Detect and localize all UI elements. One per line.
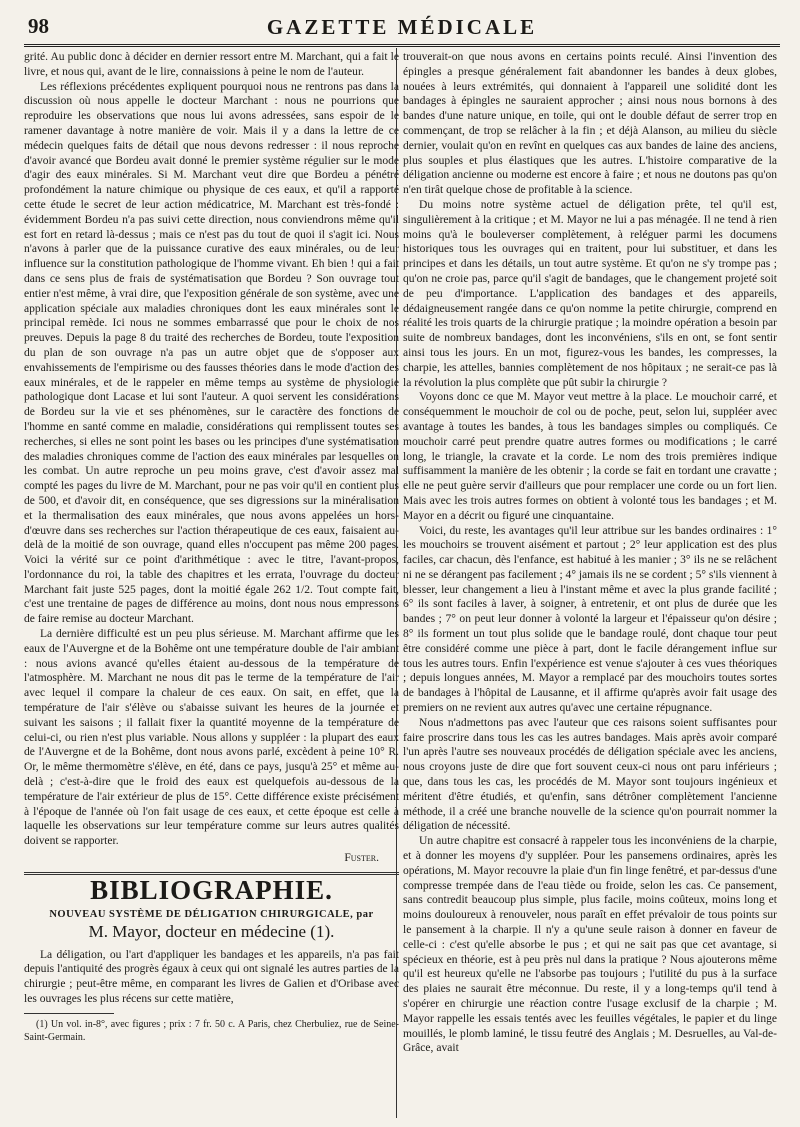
- book-title-line2: M. Mayor, docteur en médecine (1).: [88, 921, 335, 941]
- paragraph: Un autre chapitre est consacré à rappeler tous les inconvéniens de la charpie, et à donner les moyens d'y suppléer. Pour les pansemens ordinaires, après les opérations, M. Mayor recouvre la plaie d'un fin linge fenêtré, et par-dessus d'une compresse trempée dans de l'eau tiède ou froide, selon les cas. Ce pansement, sans contredit beaucoup plus simple, plus facile, moins coûteux, moins long et moins douloureux à renouveler, nous paraît en effet prévaloir de tous points sur le pansement à la charpie. Il n'y a qu'une seule raison à donner en faveur de celle-ci : c'est qu'elle absorbe le pus ; et qui ne sait pas que cet avantage, si spécieux en théorie, est à peu près nul dans la pratique ? Nous ajouterons même qu'il est heureux qu'elle ne l'absorbe pas toujours ; l'utilité du pus à la surface des plaies ne saurait être méconnue. Du reste, il y a long-temps qu'il tend à s'opérer en chirurgie une réaction contre l'usage exclusif de la charpie ; M. Mayor rappelle les essais tentés avec les feuilles végétales, le papier et du linge mouillés, le plomb laminé, le tissu feutré des Anglais ; M. Desruelles, au Val-de-Grâce, avait: [403, 835, 777, 1055]
- section-title: BIBLIOGRAPHIE.: [90, 874, 333, 905]
- right-column: [403, 50, 777, 1056]
- footnote-rule: [24, 1013, 114, 1014]
- page-header: [22, 14, 782, 40]
- paragraph: trouverait-on que nous avons en certains points reculé. Ainsi l'invention des épingles a presque généralement fait abandonner les bandes à deux globes, nouées à leurs extrémités, qui donnaient à l'appareil une solidité dont les bandages à épingles ne sauraient approcher ; ainsi nous nous bornons à des bandes d'une nature unique, en toile, qui ont le double défaut de serrer trop en commençant, de trop se relâcher à la fin ; et déjà Alanson, au milieu du siècle dernier, voulait qu'on en revînt en quelques cas aux bandes de laine des anciens, plus souples et plus élastiques que les autres. L'histoire comparative de la déligation ancienne ou moderne est encore à faire ; et nous ne doutons pas qu'on n'en tirât quelque chose de profitable à la science.: [403, 51, 777, 197]
- header-rule: [24, 44, 780, 47]
- paragraph: grité. Au public donc à décider en dernier ressort entre M. Marchant, qui a fait le livre, et nous qui, avant de le lire, connaissions à peine le nom de l'auteur.: [24, 51, 399, 78]
- signature: Fuster.: [344, 852, 379, 865]
- paragraph: La déligation, ou l'art d'appliquer les bandages et les appareils, n'a pas fait depuis l'antiquité des progrès égaux à ceux qui ont signalé les autres parties de la chirurgie ; peut-être même, en comparant les livres de Galien et d'Oribase avec les ouvrages les plus récens sur cette matière,: [24, 948, 399, 1006]
- paragraph: La dernière difficulté est un peu plus sérieuse. M. Marchant affirme que les eaux de l'Auvergne et de la Bohême ont une température double de l'air ambiant : nous avions avancé qu'elles étaient au-dessous de la température de l'atmosphère. M. Marchant ne nous dit pas le terme de la température de l'air avec lequel il compare la chaleur de ces eaux. On sait, en effet, que la température de l'air s'élève ou s'abaisse suivant les heures de la journée et suivant les saisons ; il fallait fixer la quantité moyenne de la température de celui-ci, ou rien n'est plus variable. Nous allons y suppléer : la plupart des eaux de l'Auvergne et de la Bohême, dont nous avons parlé, excèdent à peine 10° R. Or, le même thermomètre s'élève, en été, dans ce pays, jusqu'à 25° et même au-delà ; c'est-à-dire que le froid des eaux est quelquefois au-dessous de la température de l'air extérieur de plus de 15°. Cette différence existe précisément à l'époque de l'année où l'on fait usage de ces eaux, et cette époque est celle à laquelle les observations sur leur température comme sur leurs autres qualités doivent se rapporter.: [24, 628, 399, 848]
- journal-title: GAZETTE MÉDICALE: [266, 15, 538, 39]
- paragraph: Les réflexions précédentes expliquent pourquoi nous ne rentrons pas dans la discussion où nous appelle le docteur Marchant : nous ne pourrions que reproduire les observations que nous lui avons adressées, sans espoir de le ramener davantage à notre manière de voir. Mais il y a dans la lettre de ce médecin quelques faits de détail que nous devons redresser : il nous reproche d'avoir avancé que Bordeu avait donné le premier système régulier sur le mode d'agir des eaux minérales. Si M. Marchant veut dire que Bordeu a pénétré profondément la nature chimique ou physique de ces eaux, et qu'il a rapporté cette étude le secret de leur action médicatrice, M. Marchant est très-fondé : évidemment Bordeu n'a pas suivi cette direction, nous conviendrons même qu'il est fort en retard là-dessus ; mais ce n'est pas du tout de quoi il s'agit ici. Nous n'avons à parler que de la puissance curative des eaux minérales, ou de leur influence sur la constitution pathologique de l'homme vivant. Eh bien ! qui a fait dans ce sens plus de frais de systématisation que Bordeu ? Son ouvrage tout entier n'est même, à vrai dire, que l'exposition générale de son système, avec une application spéciale aux maladies chroniques dont les eaux minérales sont le principal remède. Ici nous ne sommes embarrassé que pour le choix de nos preuves. Depuis la page 8 du traité des recherches de Bordeu, toute l'exposition du plan de son ouvrage n'a pas un autre objet que de s'opposer aux envahissements de l'empirisme ou des fausses théories dans le mode d'action des eaux minérales, et de le rappeler en même temps au système de physiologie pathologique dont Lacase et lui sont l'auteur. A quoi servent les considérations de Bordeu sur la vie et ses phénomènes, sur le caractère des fonctions de l'homme en santé comme en maladie, considérations qui remplissent toutes ses recherches, si elles ne sont point les bases ou les principes d'une systématisation des maladies chroniques comme de l'action des eaux minérales par lesquelles on les combat. Un autre reproche un peu moins grave, c'est d'avoir assez mal compté les pages du livre de M. Marchant, pour ne pas voir qu'il en contient plus de 500, et d'avoir dit, en conséquence, que ses digressions sur la minéralisation et la thermalisation des eaux minérales, que nous avons appelées un hors-d'œuvre dans ses recherches sur l'action thérapeutique de ces eaux, faisaient au-delà de la moitié de son ouvrage, quand elles n'occupent pas même 200 pages. Voici la vérité sur ce point d'arithmétique : avec le titre, l'avant-propos, l'ordonnance du roi, la table des chapitres et les errata, l'ouvrage du docteur Marchant fait juste 525 pages, dont la moitié égale 262 1/2. Tout compte fait, c'est une trentaine de pages de différence au moins, dont nous nous empressons de faire remise au docteur Marchant.: [24, 80, 399, 626]
- book-title-line1: NOUVEAU SYSTÈME DE DÉLIGATION CHIRURGICALE, par: [49, 908, 374, 920]
- footnote: (1) Un vol. in-8°, avec figures ; prix : 7 fr. 50 c. A Paris, chez Cherbuliez, rue de Seine-Saint-Germain.: [24, 1018, 399, 1043]
- left-column: [24, 50, 399, 1044]
- book-title: [24, 906, 399, 940]
- paragraph: Du moins notre système actuel de déligation prête, tel qu'il est, singulièrement à la critique ; et M. Mayor ne lui a pas ménagée. Il ne tend à rien moins qu'à le bouleverser complètement, à reléguer parmi les documens historiques tous les ouvrages qui en traitent, pour lui substituer, et dans les principes et dans les détails, un tout autre système. Et qu'on ne s'y trompe pas ; qu'on ne croie pas, parce qu'il s'agit de bandages, que le changement projeté soit de peu d'importance. L'application des bandages et des appareils, dédaigneusement rangée dans ce qu'on nomme la petite chirurgie, comprend en réalité les trois quarts de la chirurgie pratique ; la moindre opération a besoin par suite de nombreux bandages, dont les inconvéniens, s'ils en ont, se font sentir ainsi tous les jours. En un mot, figurez-vous les bandes, les compresses, la charpie, les attelles, bannies complètement de nos hôpitaux ; ne serait-ce pas là la révolution la plus complète que pût subir la chirurgie ?: [403, 198, 777, 389]
- paragraph: Voici, du reste, les avantages qu'il leur attribue sur les bandes ordinaires : 1° les mouchoirs se trouvent aisément et partout ; 2° leur application est des plus faciles, car chacun, dès l'enfance, est habitué à les manier ; 3° ils ne se relâchent ni ne se dérangent pas facilement ; 4° jamais ils ne se cordent ; 5° s'ils viennent à blesser, leur changement a lieu à l'instant même et avec la plus grande facilité ; 6° ils sont faciles à laver, à soigner, à entretenir, et ont plus de durée que les bandes ; 7° on peut leur donner à volonté la largeur et l'épaisseur qu'on désire ; 8° ils forment un tout plus solide que le bandage roulé, dont chaque tour peut être considéré comme une pièce à part, dont le facile dérangement influe sur tous les autres tours. Enfin l'expérience est venue s'ajouter à ces vues théoriques ; depuis longues années, M. Mayor a remplacé par des mouchoirs toutes sortes de bandages à l'hôpital de Lausanne, et il affirme qu'après avoir fait usage des premiers on ne revient aux autres qu'avec une certaine répugnance.: [403, 524, 777, 715]
- column-divider: [396, 48, 397, 1118]
- page-number: 98: [28, 14, 49, 38]
- paragraph: Nous n'admettons pas avec l'auteur que ces raisons soient suffisantes pour faire proscrire dans tous les cas les autres bandages. Mais après avoir comparé l'un après l'autre ses nouveaux procédés de déligation spéciale avec les anciens, nous croyons juste de dire que fort souvent ceux-ci nous ont paru inférieurs ; que, dans tous les cas, les procédés de M. Mayor sont toujours ingénieux et méritent d'être étudiés, et qu'enfin, sans détrôner complètement l'ancienne méthode, il a créé une branche nouvelle de la science qu'on pourrait nommer la déligation de nécessité.: [403, 716, 777, 833]
- paragraph: Voyons donc ce que M. Mayor veut mettre à la place. Le mouchoir carré, et conséquemment le mouchoir de col ou de poche, peut, selon lui, suppléer avec avantage à toutes les bandes, à tous les bandages simples ou compliqués. Ce mouchoir carré peut prendre quatre autres formes ou modifications ; le carré long, le triangle, la cravate et la corde. Le nom des trois premières indique suffisamment la manière de les obtenir ; la corde se fait en tordant une cravatte ; elle ne peut guère servir d'ailleurs que pour remplacer une corde ou un fort lien. Mais avec les trois autres formes on obtient à volonté tous les bandages ; et M. Mayor en a décrit ou figuré une cinquantaine.: [403, 391, 777, 522]
